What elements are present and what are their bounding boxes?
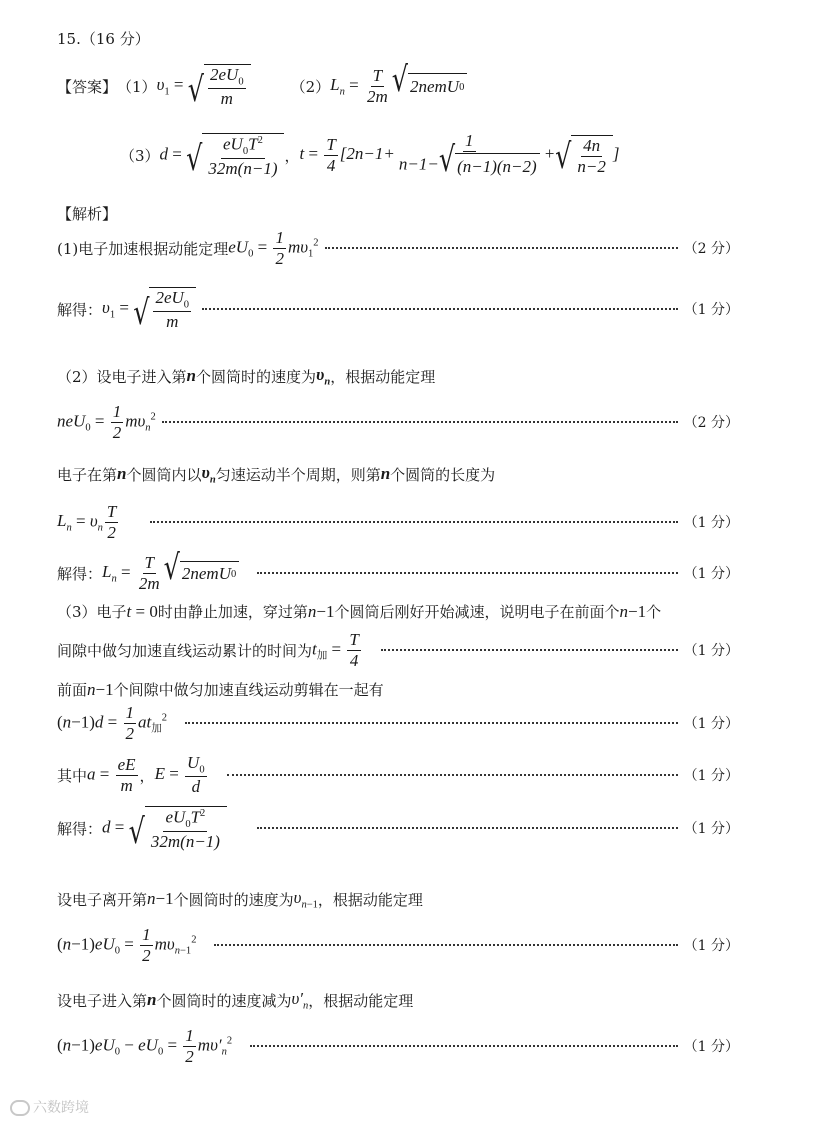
score: （1 分） <box>683 768 739 785</box>
text: 个 <box>646 603 662 621</box>
text: 解得： <box>57 300 103 319</box>
text: 设电子进入第 <box>57 991 148 1010</box>
solution-line-3: （2）设电子进入第 n 个圆筒时的速度为 $\upsilon_n$ ，根据动能定理 <box>57 365 436 388</box>
answer-part-3-label: （3） <box>120 146 160 165</box>
equation: $eU_0$ = $\frac{1}{2}$ $m\upsilon_1^2$ <box>228 228 319 268</box>
text: ， <box>139 766 155 785</box>
text: ，根据动能定理 <box>308 991 414 1010</box>
text: 时由静止加速，穿过第 <box>157 603 308 621</box>
dot-leader <box>185 722 678 724</box>
text: 个圆筒内以 <box>126 465 202 484</box>
score: （1 分） <box>683 716 739 733</box>
dot-leader <box>150 521 677 523</box>
score: （1 分） <box>683 938 739 955</box>
text: 间隙中做匀加速直线运动累计的时间为 <box>57 641 313 660</box>
analysis-tag: 【解析】 <box>57 205 118 223</box>
equation-a: a = $\frac{eE}{m}$ <box>87 754 136 795</box>
dot-leader <box>202 308 678 310</box>
text: (1)电子加速根据动能定理 <box>57 239 229 258</box>
solution-line-6 <box>57 503 739 542</box>
solution-line-17 <box>57 1027 739 1066</box>
text: 个圆筒时的速度为 <box>173 890 294 909</box>
score: （2 分） <box>683 241 739 258</box>
equation: $(n-1)eU_0 - eU_0$ = $\frac{1}{2}$ $m\upsilon'_n^2$ <box>57 1026 233 1066</box>
score: （1 分） <box>683 821 739 838</box>
solution-line-15 <box>57 926 739 965</box>
formula-v1: $\upsilon_1$ = √ $\frac{2eU_0}{m}$ <box>157 64 251 108</box>
equation: $L_n$ = $\frac{T}{2m}$ √ 2 nemU 0 <box>102 554 239 593</box>
solution-line-9 <box>57 631 739 670</box>
score: （2 分） <box>683 415 739 432</box>
solution-line-14: 设电子离开第 n−1 个圆筒时的速度为 $\upsilon_{n-1}$ ，根据动能定理 <box>57 888 423 911</box>
formula-t: t = $\frac{T}{4}$ [2n−1+ 1 n−1− √ ( n −1)( n −2) + √ $\frac{4n}{n-2}$ ] <box>299 131 620 181</box>
dot-leader <box>214 944 677 946</box>
solution-line-7 <box>57 547 739 593</box>
equation: $t_加$ = $\frac{T}{4}$ <box>312 630 359 670</box>
score: （1 分） <box>683 515 739 532</box>
solution-line-2 <box>57 287 739 334</box>
equation-E: E = $\frac{U_0}{d}$ <box>154 753 205 797</box>
text: 个间隙中做匀加速直线运动剪辑在一起有 <box>113 681 384 699</box>
text: 个圆筒时的速度为 <box>196 367 317 386</box>
dot-leader <box>227 774 678 776</box>
text: 电子在第 <box>57 465 118 484</box>
dot-leader <box>257 572 677 574</box>
answer-line-1 <box>57 60 467 111</box>
equation: (n−1)d = $\frac{1}{2}$ $at_加^2$ <box>57 703 168 743</box>
equation: neU$_0$ = $\frac{1}{2}$ $m\upsilon_n^2$ <box>57 402 156 442</box>
text: 个圆筒时的速度减为 <box>156 991 292 1010</box>
answer-tag: 【答案】 <box>57 77 118 96</box>
question-number: 15.（16 分） <box>57 30 150 48</box>
dot-leader <box>381 649 678 651</box>
solution-line-5: 电子在第 n 个圆筒内以 $\upsilon_n$ 匀速运动半个周期，则第 n 个圆筒的长度为 <box>57 463 496 486</box>
score: （1 分） <box>683 566 739 583</box>
text: （2）设电子进入第 <box>57 367 187 386</box>
score: （1 分） <box>683 302 739 319</box>
text: 匀速运动半个周期，则第 <box>215 465 381 484</box>
equation: $L_n = \upsilon_n$ $\frac{T}{2}$ <box>57 502 117 542</box>
answer-part-2-label: （2） <box>290 77 331 96</box>
text: 设电子离开第 <box>57 890 148 909</box>
solution-line-12 <box>57 754 739 796</box>
dot-leader <box>325 247 678 249</box>
solution-line-8: （3）电子 t = 0 时由静止加速，穿过第 n−1 个圆筒后刚好开始减速，说明电子在前面个 n−1 个 <box>57 601 662 621</box>
dot-leader <box>250 1045 678 1047</box>
watermark <box>10 1097 89 1117</box>
text: ，根据动能定理 <box>317 890 423 909</box>
text: （3）电子 <box>57 603 127 621</box>
text: 个圆筒的长度为 <box>390 465 496 484</box>
equation: d = √ $\frac{eU_0T^2}{32m(n-1)}$ <box>102 806 227 851</box>
text: 解得： <box>57 819 103 838</box>
solution-line-10: 前面 n−1 个间隙中做匀加速直线运动剪辑在一起有 <box>57 679 384 699</box>
text: 解得： <box>57 564 103 583</box>
formula-Ln: $L_n$ = $\frac{T}{2m}$ √ 2 nemU 0 <box>330 67 467 106</box>
score: （1 分） <box>683 643 739 660</box>
answer-comma: ， <box>284 146 300 165</box>
solution-line-16: 设电子进入第 n 个圆筒时的速度减为 $\upsilon'_n$ ，根据动能定理 <box>57 989 414 1012</box>
text: 前面 <box>57 681 88 699</box>
dot-leader <box>162 421 678 423</box>
watermark-text: 六数跨境 <box>33 1100 89 1116</box>
text: 个圆筒后刚好开始减速，说明电子在前面个 <box>334 603 620 621</box>
solution-line-11 <box>57 704 739 743</box>
equation: $\upsilon_1$ = √ $\frac{2eU_0}{m}$ <box>102 287 196 331</box>
solution-line-4 <box>57 403 739 442</box>
formula-d: d = √ $\frac{eU_0T^2}{32m(n-1)}$ <box>160 133 285 178</box>
solution-line-1 <box>57 229 739 268</box>
dot-leader <box>257 827 678 829</box>
watermark-logo-icon <box>10 1100 30 1116</box>
score: （1 分） <box>683 1039 739 1056</box>
text: ，根据动能定理 <box>330 367 436 386</box>
answer-line-2 <box>120 131 620 181</box>
solution-line-13 <box>57 806 739 851</box>
answer-part-1-label: （1） <box>117 77 157 96</box>
equation: $(n-1)eU_0$ = $\frac{1}{2}$ $m\upsilon_{n-1}^2$ <box>57 925 197 965</box>
text: 其中 <box>57 766 88 785</box>
